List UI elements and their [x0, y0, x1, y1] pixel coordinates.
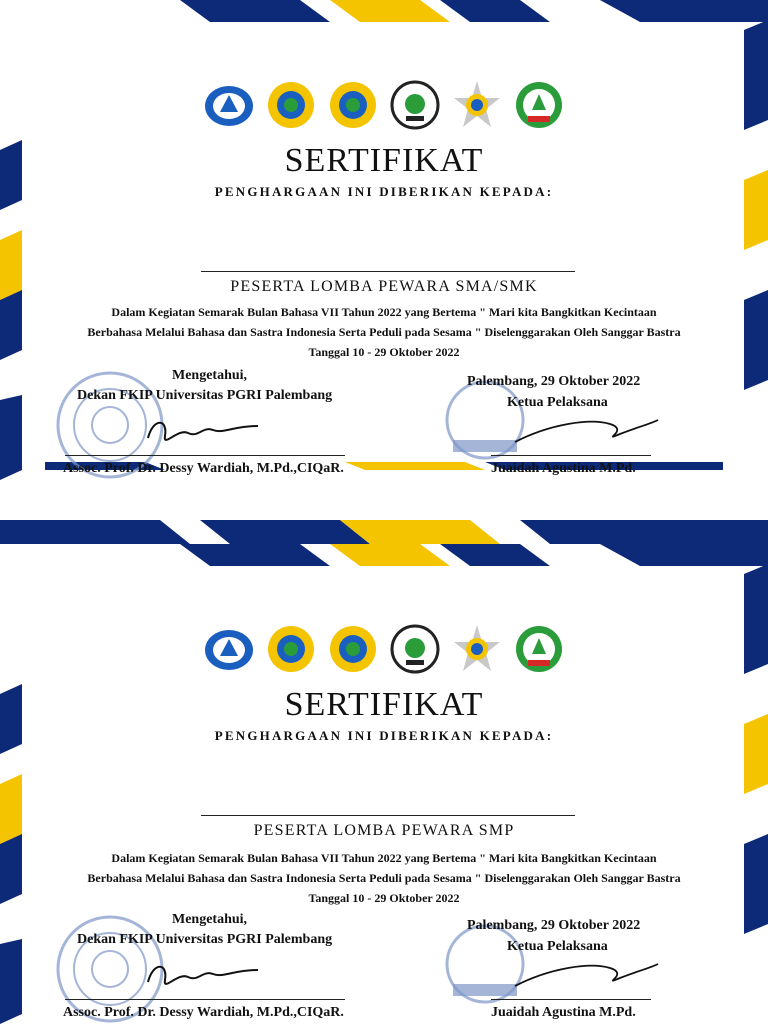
right-signature-icon [510, 958, 660, 994]
right-sig-date: Palembang, 29 Oktober 2022 [467, 374, 641, 389]
ikapbsi-logo-icon [390, 624, 440, 674]
certificate-title: SERTIFIKAT [284, 142, 484, 179]
certificate-inner-card [55, 600, 713, 1024]
certificate-description: Dalam Kegiatan Semarak Bulan Bahasa VII Tahun 2022 yang Bertema " Mari kita Bangkitkan Kecintaan Berbahasa Melalui Bahasa dan Sastra Indonesia Serta Peduli pada Sesama " Diselenggarakan Oleh Sanggar Bastra Tanggal 10 - 29 Oktober 2022 [87, 851, 681, 905]
certificate-subtitle: PENGHARGAAN INI DIBERIKAN KEPADA: [214, 728, 554, 743]
kemendikbud-logo-icon [204, 624, 254, 674]
right-signature-line [491, 999, 651, 1000]
green-emblem-logo-icon [514, 624, 564, 674]
right-sig-date: Palembang, 29 Oktober 2022 [467, 918, 641, 933]
right-sig-position: Ketua Pelaksana [507, 939, 608, 954]
left-sig-acknowledgement: Mengetahui, [172, 912, 248, 927]
competition-category: PESERTA LOMBA PEWARA SMP [253, 822, 515, 839]
sanggar-star-logo-icon [452, 624, 502, 674]
competition-category: PESERTA LOMBA PEWARA SMA/SMK [230, 278, 538, 295]
upgri-logo-icon [266, 624, 316, 674]
right-sig-name: Juaidah Agustina M.Pd. [491, 461, 636, 476]
right-sig-position: Ketua Pelaksana [507, 395, 608, 410]
left-signature-line [65, 999, 345, 1000]
certificate-title: SERTIFIKAT [284, 686, 484, 723]
left-sig-position: Dekan FKIP Universitas PGRI Palembang [77, 388, 333, 403]
upgri-logo-icon [328, 624, 378, 674]
upgri-logo-icon [266, 80, 316, 130]
right-signature-icon [510, 414, 660, 450]
logo-row [55, 624, 713, 674]
certificate-subtitle: PENGHARGAAN INI DIBERIKAN KEPADA: [214, 184, 554, 199]
certificate-2 [0, 544, 768, 1024]
logo-row [55, 80, 713, 130]
left-signature-icon [143, 408, 263, 458]
certificate-inner-card [55, 56, 713, 494]
green-emblem-logo-icon [514, 80, 564, 130]
left-sig-acknowledgement: Mengetahui, [172, 368, 248, 383]
left-signature-icon [143, 952, 263, 1002]
left-sig-name: Assoc. Prof. Dr. Dessy Wardiah, M.Pd.,CIQaR. [63, 1005, 344, 1020]
kemendikbud-logo-icon [204, 80, 254, 130]
right-sig-name: Juaidah Agustina M.Pd. [491, 1005, 636, 1020]
recipient-name-line [201, 271, 575, 272]
sanggar-star-logo-icon [452, 80, 502, 130]
certificate-description: Dalam Kegiatan Semarak Bulan Bahasa VII Tahun 2022 yang Bertema " Mari kita Bangkitkan Kecintaan Berbahasa Melalui Bahasa dan Sastra Indonesia Serta Peduli pada Sesama " Diselenggarakan Oleh Sanggar Bastra Tanggal 10 - 29 Oktober 2022 [87, 305, 681, 359]
ikapbsi-logo-icon [390, 80, 440, 130]
left-sig-name: Assoc. Prof. Dr. Dessy Wardiah, M.Pd.,CIQaR. [63, 461, 344, 476]
left-sig-position: Dekan FKIP Universitas PGRI Palembang [77, 932, 333, 947]
right-signature-line [491, 455, 651, 456]
left-signature-line [65, 455, 345, 456]
recipient-name-line [201, 815, 575, 816]
upgri-logo-icon [328, 80, 378, 130]
